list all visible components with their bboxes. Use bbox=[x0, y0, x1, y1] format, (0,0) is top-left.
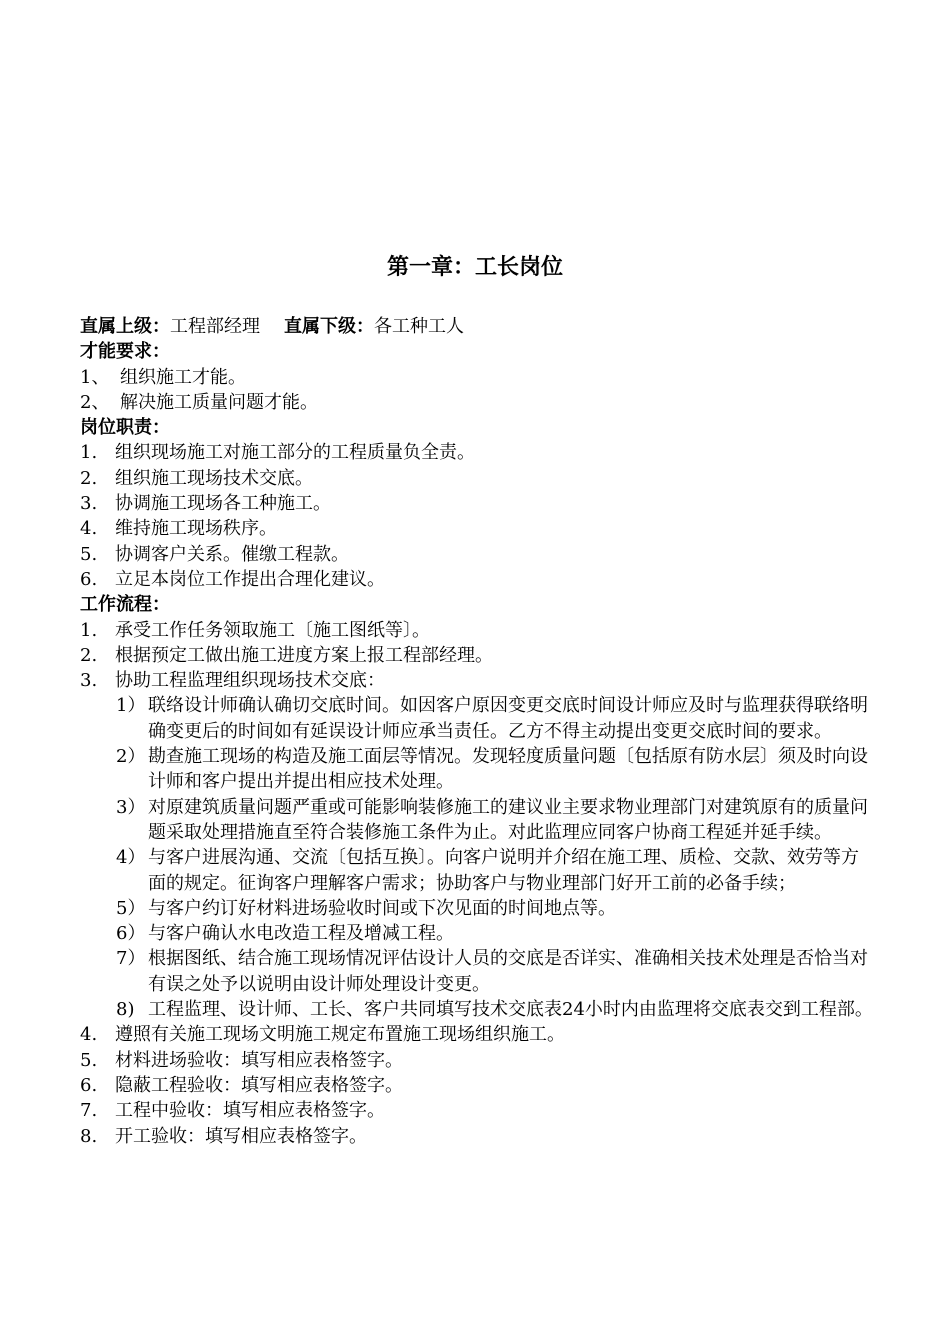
duty-item bbox=[80, 567, 880, 592]
document-body bbox=[80, 314, 880, 1149]
list-item-number: 1. bbox=[80, 442, 98, 464]
list-item-number: 3. bbox=[80, 670, 98, 692]
workflow-heading: 工作流程： bbox=[80, 594, 170, 616]
list-item-text: 材料进场验收：填写相应表格签字。 bbox=[115, 1049, 403, 1071]
list-item-text: 维持施工现场秩序。 bbox=[115, 518, 277, 540]
sub-item-number: 8) bbox=[116, 999, 135, 1021]
list-item-text: 解决施工质量问题才能。 bbox=[120, 391, 318, 413]
workflow-sub-item bbox=[116, 946, 880, 997]
sub-item-text: 勘查施工现场的构造及施工面层等情况。发现轻度质量问题〔包括原有防水层〕须及时向设计师和客户提出并提出相应技术处理。 bbox=[148, 746, 868, 793]
workflow-sub-list bbox=[80, 693, 880, 1022]
list-item-text: 组织施工才能。 bbox=[120, 366, 246, 388]
sub-item-text: 与客户约订好材料进场验收时间或下次见面的时间地点等。 bbox=[148, 897, 616, 919]
workflow-item bbox=[80, 1048, 880, 1073]
workflow-item bbox=[80, 618, 880, 643]
workflow-sub-item bbox=[116, 921, 880, 946]
sub-item-number: 3） bbox=[116, 796, 146, 818]
list-item-text: 承受工作任务领取施工〔施工图纸等〕。 bbox=[115, 619, 430, 641]
list-item-number: 1. bbox=[80, 619, 98, 641]
workflow-list-continued bbox=[80, 1022, 880, 1148]
ability-item bbox=[80, 390, 880, 415]
ability-list bbox=[80, 365, 880, 416]
sub-item-number: 5） bbox=[116, 897, 146, 919]
sub-item-number: 7） bbox=[116, 948, 146, 970]
workflow-sub-item bbox=[116, 845, 880, 896]
sub-item-text: 联络设计师确认确切交底时间。如因客户原因变更交底时间设计师应及时与监理获得联络明确变更后的时间如有延误设计师应承当责任。乙方不得主动提出变更交底时间的要求。 bbox=[148, 695, 868, 742]
page-title: 第一章：工长岗位 bbox=[386, 255, 563, 280]
sub-item-text: 工程监理、设计师、工长、客户共同填写技术交底表24小时内由监理将交底表交到工程部。 bbox=[148, 999, 873, 1021]
duties-heading: 岗位职责： bbox=[80, 417, 170, 439]
duty-item bbox=[80, 440, 880, 465]
sub-item-text: 对原建筑质量问题严重或可能影响装修施工的建议业主要求物业理部门对建筑原有的质量问题采取处理措施直至符合装修施工条件为止。对此监理应同客户协商工程延并延手续。 bbox=[148, 796, 868, 843]
list-item-number: 4. bbox=[80, 1024, 98, 1046]
reporting-line bbox=[80, 314, 880, 339]
sub-item-text: 与客户确认水电改造工程及增减工程。 bbox=[148, 923, 454, 945]
workflow-sub-item bbox=[116, 896, 880, 921]
list-item-text: 遵照有关施工现场文明施工规定布置施工现场组织施工。 bbox=[115, 1024, 565, 1046]
workflow-sub-item bbox=[116, 795, 880, 846]
superior-value: 工程部经理 bbox=[170, 316, 260, 337]
list-item-text: 根据预定工做出施工进度方案上报工程部经理。 bbox=[115, 644, 493, 666]
list-item-number: 5. bbox=[80, 1049, 98, 1071]
list-item-number: 2. bbox=[80, 644, 98, 666]
duty-item bbox=[80, 542, 880, 567]
list-item-number: 7. bbox=[80, 1100, 98, 1122]
subordinate-value: 各工种工人 bbox=[374, 316, 464, 337]
sub-item-text: 根据图纸、结合施工现场情况评估设计人员的交底是否详实、准确相关技术处理是否恰当对有误之处予以说明由设计师处理设计变更。 bbox=[148, 948, 868, 995]
list-item-text: 组织施工现场技术交底。 bbox=[115, 467, 313, 489]
list-item-text: 协助工程监理组织现场技术交底： bbox=[115, 670, 385, 692]
list-item-number: 2、 bbox=[80, 391, 110, 413]
workflow-item bbox=[80, 668, 880, 693]
sub-item-number: 2） bbox=[116, 746, 146, 768]
list-item-number: 3. bbox=[80, 493, 98, 515]
list-item-number: 6. bbox=[80, 1074, 98, 1096]
ability-item bbox=[80, 365, 880, 390]
ability-heading: 才能要求： bbox=[80, 341, 170, 363]
workflow-sub-item bbox=[116, 997, 880, 1022]
list-item-number: 2. bbox=[80, 467, 98, 489]
list-item-text: 隐蔽工程验收：填写相应表格签字。 bbox=[115, 1074, 403, 1096]
superior-label: 直属上级： bbox=[80, 316, 170, 337]
list-item-text: 协调客户关系。催缴工程款。 bbox=[115, 543, 349, 565]
duty-item bbox=[80, 516, 880, 541]
duty-item bbox=[80, 466, 880, 491]
list-item-text: 开工验收：填写相应表格签字。 bbox=[115, 1125, 367, 1147]
list-item-text: 协调施工现场各工种施工。 bbox=[115, 493, 331, 515]
workflow-item bbox=[80, 643, 880, 668]
sub-item-number: 1） bbox=[116, 695, 146, 717]
workflow-item bbox=[80, 1124, 880, 1149]
workflow-item bbox=[80, 1073, 880, 1098]
list-item-text: 工程中验收：填写相应表格签字。 bbox=[115, 1100, 385, 1122]
workflow-sub-item bbox=[116, 744, 880, 795]
workflow-list bbox=[80, 618, 880, 694]
subordinate-label: 直属下级： bbox=[284, 316, 374, 337]
list-item-number: 4. bbox=[80, 518, 98, 540]
workflow-item bbox=[80, 1098, 880, 1123]
list-item-text: 组织现场施工对施工部分的工程质量负全责。 bbox=[115, 442, 475, 464]
duties-list bbox=[80, 440, 880, 592]
list-item-number: 8. bbox=[80, 1125, 98, 1147]
list-item-number: 5. bbox=[80, 543, 98, 565]
sub-item-number: 6） bbox=[116, 923, 146, 945]
workflow-sub-item bbox=[116, 693, 880, 744]
workflow-item bbox=[80, 1022, 880, 1047]
sub-item-text: 与客户进展沟通、交流〔包括互换〕。向客户说明并介绍在施工理、质检、交款、效劳等方面的规定。征询客户理解客户需求；协助客户与物业理部门好开工前的必备手续； bbox=[148, 847, 859, 894]
duty-item bbox=[80, 491, 880, 516]
list-item-number: 1、 bbox=[80, 366, 110, 388]
list-item-number: 6. bbox=[80, 568, 98, 590]
list-item-text: 立足本岗位工作提出合理化建议。 bbox=[115, 568, 385, 590]
sub-item-number: 4） bbox=[116, 847, 146, 869]
